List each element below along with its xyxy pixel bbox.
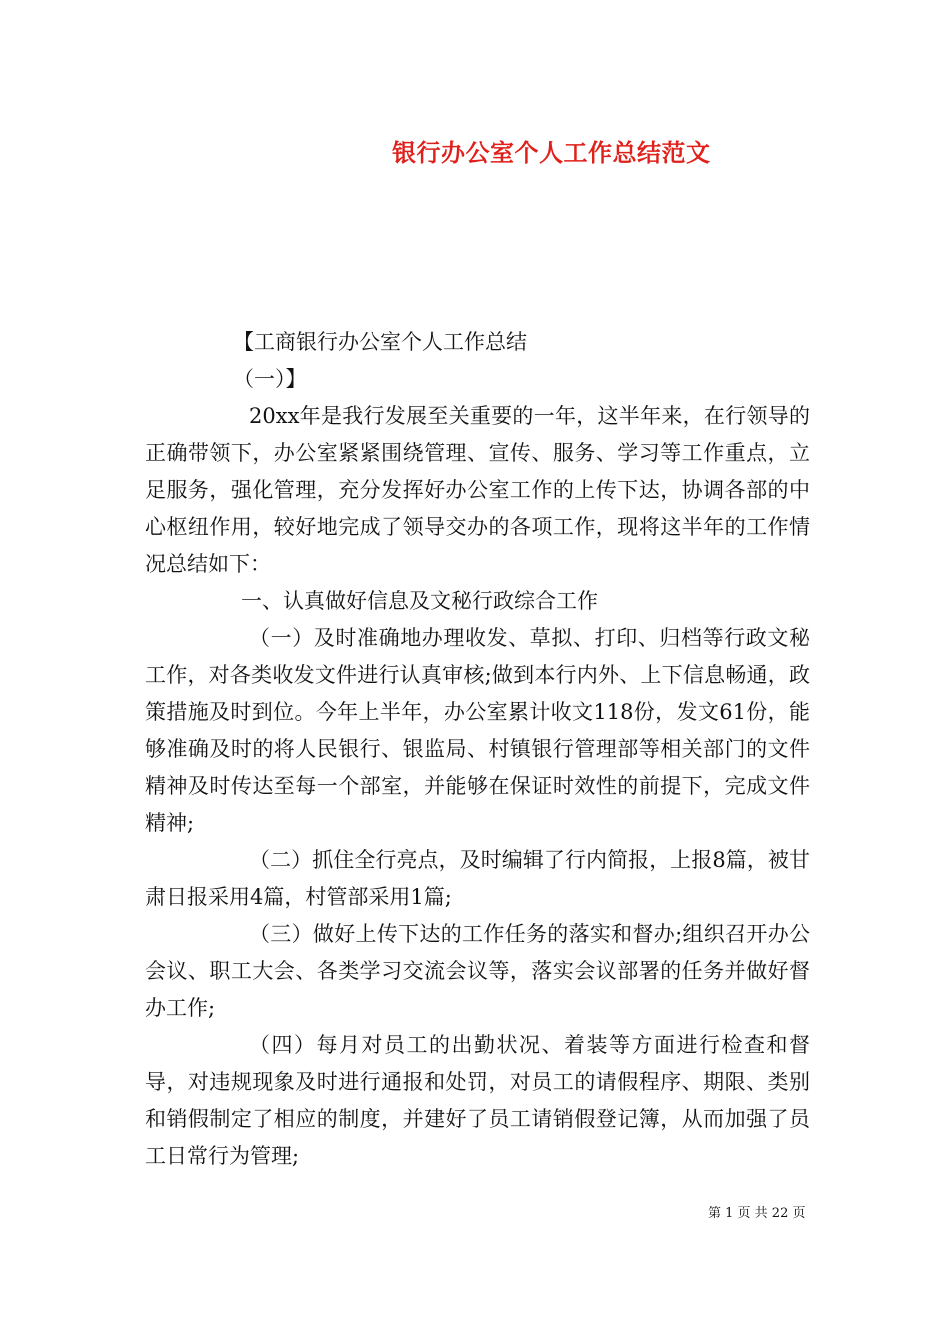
- paragraph-item-2: （二）抓住全行亮点，及时编辑了行内简报，上报8篇，被甘肃日报采用4篇，村管部采用1篇;: [145, 848, 810, 909]
- paragraph-item-3: （三）做好上传下达的工作任务的落实和督办;组织召开办公会议、职工大会、各类学习交流会议等，落实会议部署的任务并做好督办工作;: [145, 922, 810, 1020]
- paragraph-item-1: （一）及时准确地办理收发、草拟、打印、归档等行政文秘工作，对各类收发文件进行认真审核;做到本行内外、上下信息畅通，政策措施及时到位。今年上半年，办公室累计收文118份，发文61份，能够准确及时的将人民银行、银监局、村镇银行管理部等相关部门的文件精神及时传达至每一个部室，并能够在保证时效性的前提下，完成文件精神;: [145, 626, 810, 835]
- section-heading: 【工商银行办公室个人工作总结: [233, 330, 527, 354]
- section-subheading: （一）】: [233, 367, 307, 391]
- page-number: 第 1 页 共 22 页: [708, 1206, 806, 1221]
- paragraph-intro: 20xx年是我行发展至关重要的一年，这半年来，在行领导的正确带领下，办公室紧紧围绕管理、宣传、服务、学习等工作重点，立足服务，强化管理，充分发挥好办公室工作的上传下达，协调各部的中心枢纽作用，较好地完成了领导交办的各项工作，现将这半年的工作情况总结如下：: [145, 404, 810, 576]
- paragraph-section-one-title: 一、认真做好信息及文秘行政综合工作: [241, 589, 598, 613]
- document-title: 银行办公室个人工作总结范文: [392, 138, 711, 167]
- document-body: [145, 324, 810, 1175]
- paragraph-item-4: （四）每月对员工的出勤状况、着装等方面进行检查和督导，对违规现象及时进行通报和处罚，对员工的请假程序、期限、类别和销假制定了相应的制度，并建好了员工请销假登记簿，从而加强了员工日常行为管理;: [145, 1033, 810, 1168]
